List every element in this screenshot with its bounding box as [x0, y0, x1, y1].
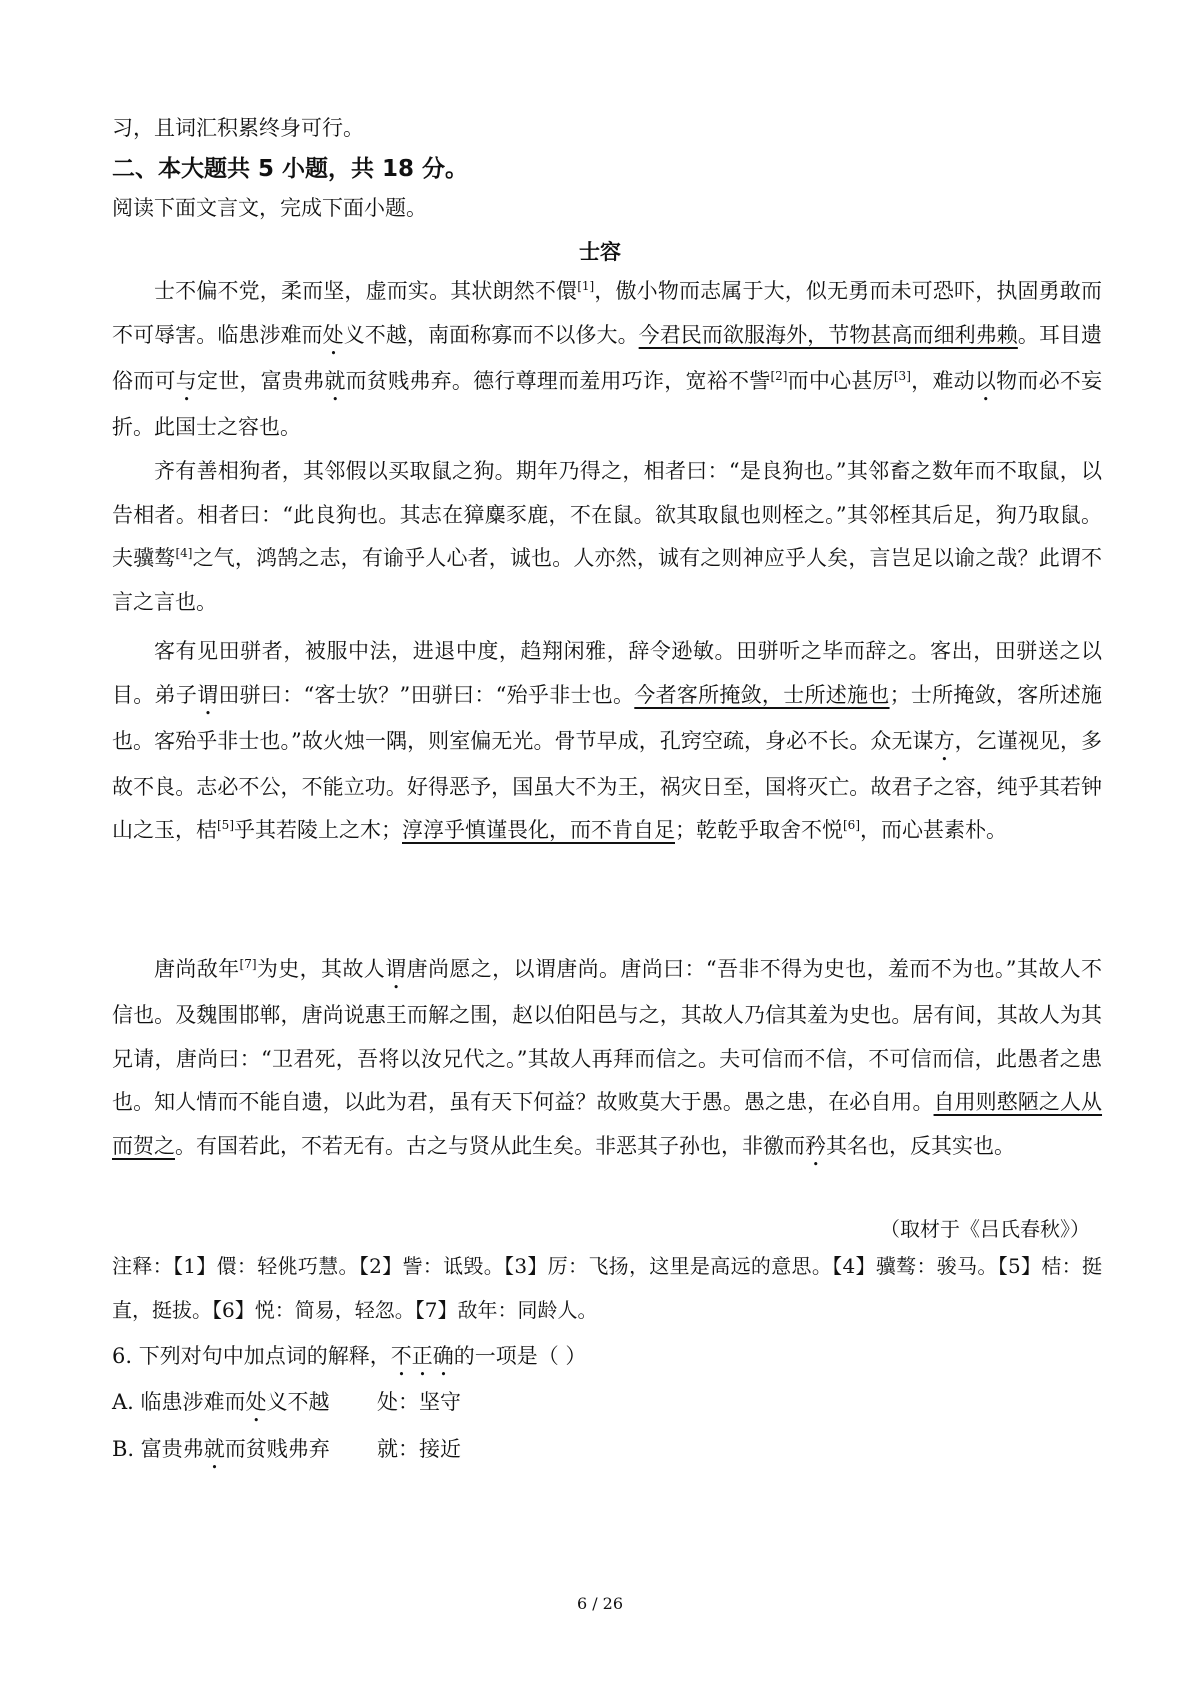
source-citation: （取材于《吕氏春秋》） [880, 1217, 1090, 1241]
option-gloss: 处：坚守 [377, 1390, 461, 1414]
dotted-word: 以 [974, 368, 997, 393]
text: 义不越，南面称寡而不以侈大。 [343, 322, 639, 347]
section-heading: 二、本大题共 5 小题，共 18 分。 [112, 156, 469, 182]
text: 客有见田骈者，被服中法，进退中度，趋翔闲雅，辞令逊敏。田骈听之毕而辞之。客出，田骈送之以目。弟子 [112, 639, 1102, 707]
text: 而贫贱弗弃。德行尊理而羞用巧诈，宽裕不訾 [345, 368, 771, 393]
text: ，而心甚素朴。 [860, 818, 1007, 843]
dotted-word: 矜 [805, 1133, 826, 1158]
text: 为史，其故人 [256, 957, 386, 981]
dotted-word: 不正确 [390, 1344, 454, 1368]
option-gloss: 就：接近 [377, 1437, 461, 1461]
text: ；乾乾乎取舍不悦 [675, 818, 843, 843]
footnote-ref: [5] [217, 818, 234, 833]
text: ；士所掩敛，客所述施也。客殆乎非士也。”故火烛一隅，则室偏无光。骨节早成，孔窍空疏，身必不长。众无谋 [112, 682, 1103, 753]
option-b [112, 1433, 1012, 1474]
dotted-word: 方 [933, 728, 955, 753]
text: 齐有善相狗者，其邻假以买取鼠之狗。期年乃得之，相者曰：“是良狗也。”其邻畜之数年而不取鼠，以告相者。相者曰：“此良狗也。其志在獐麋豕鹿，不在鼠。欲其取鼠也则桎之。”其邻桎其后足，狗乃取鼠。夫骥骜 [112, 459, 1102, 571]
option-a [112, 1386, 1012, 1427]
footnote-ref: [4] [175, 546, 193, 561]
passage-paragraph-3 [112, 630, 1102, 853]
dotted-word: 谓 [385, 957, 407, 981]
underlined-sentence: 自用则憨陋之人从而贺之 [112, 1090, 1103, 1158]
text: B. 富贵弗 [112, 1437, 204, 1461]
text: 义不越 [266, 1390, 330, 1414]
instruction: 阅读下面文言文，完成下面小题。 [112, 196, 427, 220]
dotted-word: 就 [203, 1437, 225, 1461]
annotations: 注释：【1】儇：轻佻巧慧。【2】訾：诋毁。【3】厉：飞扬，这里是高远的意思。【4】骥骜：骏马。【5】桔：挺直，挺拔。【6】悦：简易，轻忽。【7】敌年：同龄人。 [112, 1254, 1102, 1322]
text: 唐尚敌年 [154, 957, 240, 981]
footnote-ref: [6] [843, 818, 860, 833]
text: 定世，富贵弗 [196, 368, 325, 393]
text: 而中心甚厉 [787, 368, 894, 393]
text: 而贫贱弗弃 [224, 1437, 330, 1461]
text: 田骈曰：“客士欤？”田骈曰：“殆乎非士也。 [218, 682, 635, 707]
passage-paragraph-2 [112, 450, 1102, 624]
text: 。耳目遗俗而可 [112, 322, 1103, 393]
text: 乎其若陵上之木； [234, 818, 402, 843]
dotted-word: 与 [175, 368, 197, 393]
dotted-word: 处 [322, 322, 344, 347]
dotted-word: 谓 [197, 682, 219, 707]
question-6 [112, 1340, 586, 1381]
underlined-sentence: 今者客所掩敛，士所述施也 [634, 682, 890, 707]
text: ，傲小物而志属于大，似无勇而未可恐吓，执固勇敢而不可辱害。临患涉难而 [112, 279, 1103, 347]
dotted-word: 处 [245, 1390, 267, 1414]
top-fragment: 习，且词汇积累终身可行。 [112, 116, 364, 140]
text: 之气，鸿鹄之志，有谕乎人心者，诚也。人亦然，诚有之则神应乎人矣，言岂足以谕之哉？此谓不言之言也。 [112, 546, 1103, 614]
text: 物而必不妄折。此国士之容也。 [112, 368, 1103, 439]
text: ，乞谨视见，多故不良。志必不公，不能立功。好得恶予，国虽大不为王，祸灾日至，国将灭亡。故君子之容，纯乎其若钟山之玉，桔 [112, 728, 1103, 843]
footnote-ref: [3] [893, 368, 911, 383]
footnote-ref: [2] [770, 368, 788, 383]
footnote-ref: [7] [239, 957, 257, 971]
dotted-word: 就 [324, 368, 346, 393]
underlined-sentence: 今君民而欲服海外，节物甚高而细利弗赖 [638, 322, 1018, 347]
text: 士不偏不党，柔而坚，虚而实。其状朗然不儇 [154, 279, 578, 303]
text: 的一项是（ ） [453, 1344, 587, 1368]
underlined-sentence: 淳淳乎慎谨畏化，而不肯自足 [402, 818, 675, 843]
passage-paragraph-1 [112, 270, 1102, 449]
text: 。有国若此，不若无有。古之与贤从此生矣。非恶其子孙也，非徼而 [175, 1133, 805, 1158]
text: 6. 下列对句中加点词的解释， [112, 1344, 391, 1368]
passage-paragraph-4 [112, 948, 1102, 1171]
text: A. 临患涉难而 [112, 1390, 246, 1414]
text: 唐尚愿之，以谓唐尚。唐尚曰：“吾非不得为史也，羞而不为也。”其故人不信也。及魏围邯郸，唐尚说惠王而解之围，赵以伯阳邑与之，其故人乃信其羞为史也。居有间，其故人为其兄请，唐尚曰：“卫君死，吾将以汝兄代之。”其故人再拜而信之。夫可信而不信，不可信而信，此愚者之患也。知人情而不能自遗，以此为君，虽有天下何益？故败莫大于愚。愚之患，在必自用。 [112, 957, 1103, 1115]
footnote-ref: [1] [577, 279, 595, 293]
page-number: 6 / 26 [576, 1594, 624, 1613]
text: ，难动 [910, 368, 975, 393]
text: 其名也，反其实也。 [826, 1133, 1015, 1158]
passage-title: 士容 [579, 239, 621, 264]
